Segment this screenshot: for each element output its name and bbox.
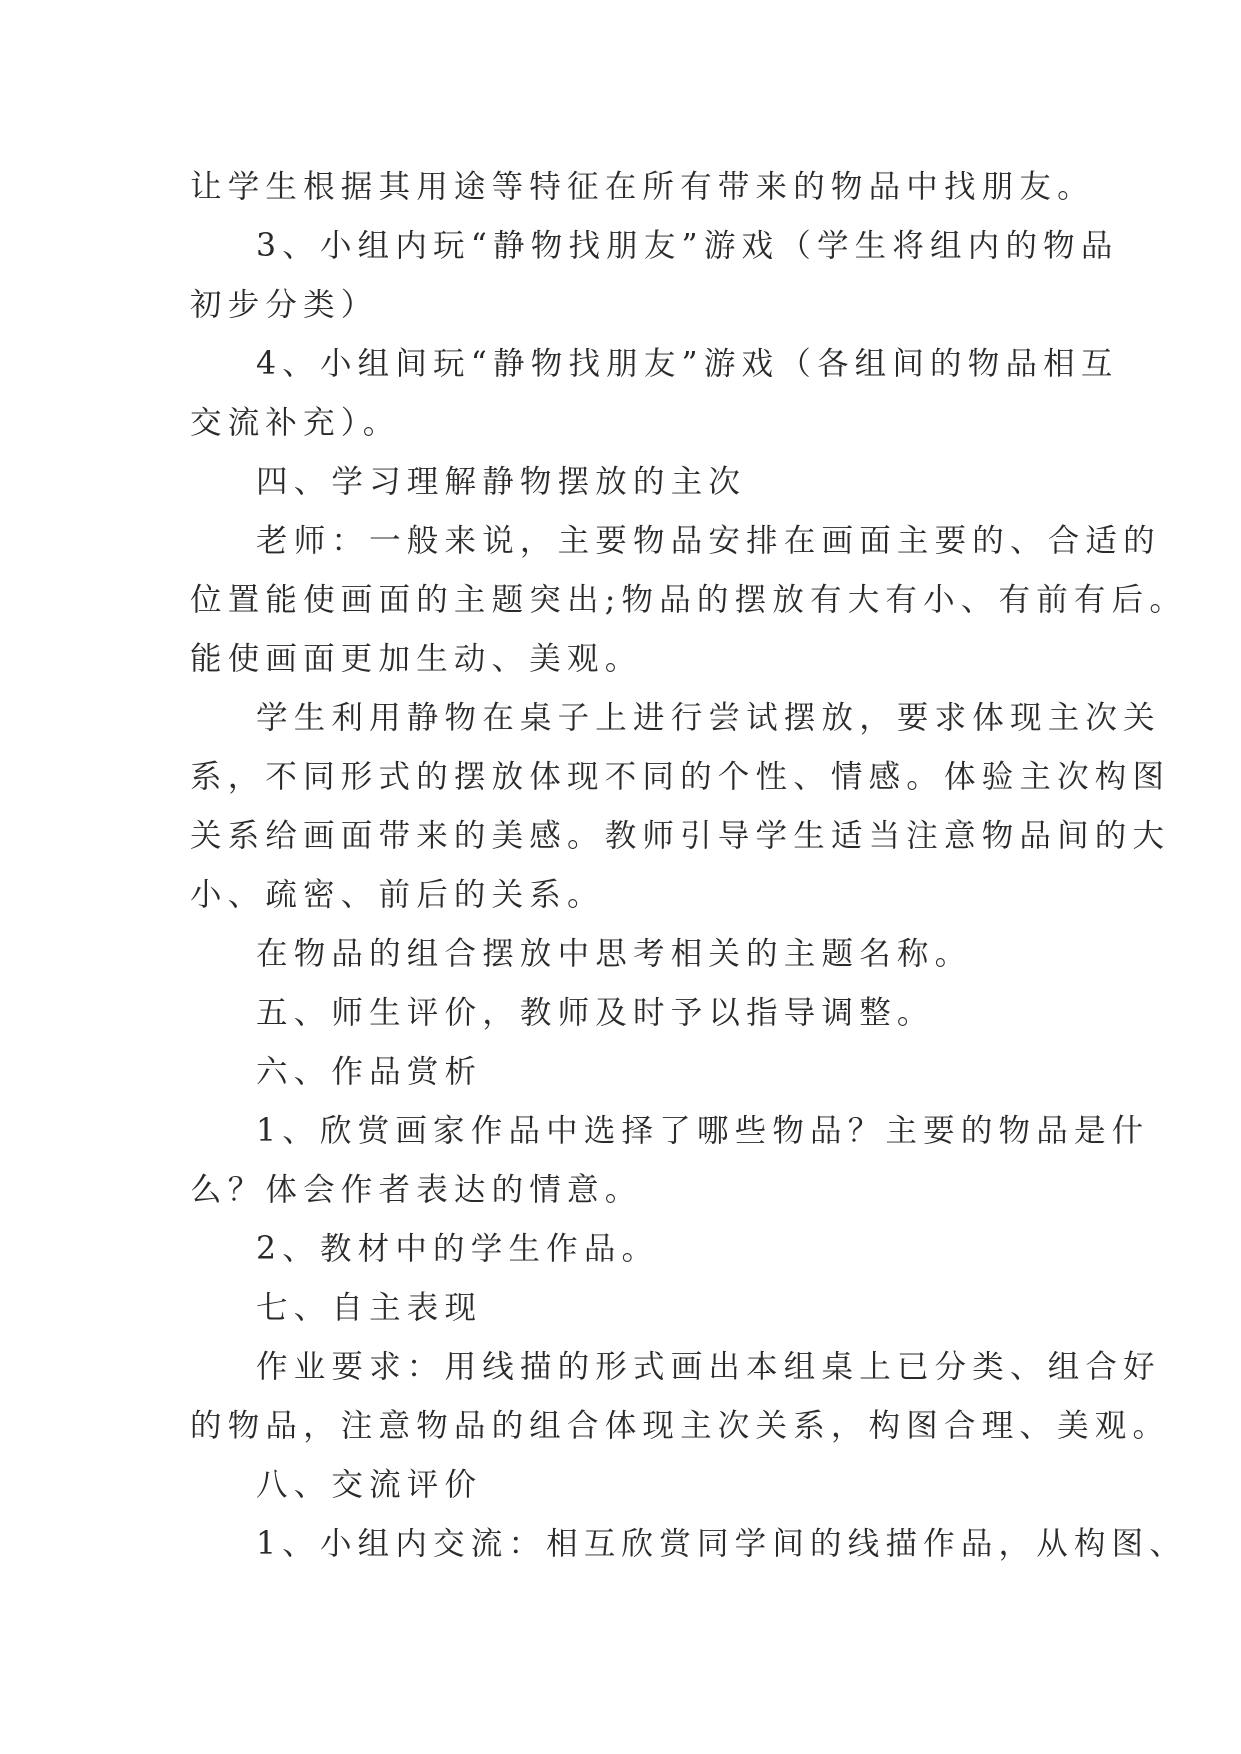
paragraph-line: 1、欣赏画家作品中选择了哪些物品？主要的物品是什 [256, 1113, 1150, 1149]
paragraph-line: 作业要求：用线描的形式画出本组桌上已分类、组合好 [256, 1349, 1161, 1385]
section-heading: 八、交流评价 [256, 1467, 483, 1503]
section-heading: 七、自主表现 [256, 1290, 483, 1326]
paragraph-line: 4、小组间玩“静物找朋友”游戏（各组间的物品相互 [256, 346, 1119, 382]
text-line: 系，不同形式的摆放体现不同的个性、情感。体验主次构图 [190, 759, 1171, 795]
document-body [190, 158, 1188, 1574]
paragraph-line: 3、小组内玩“静物找朋友”游戏（学生将组内的物品 [256, 228, 1119, 264]
section-heading: 六、作品赏析 [256, 1054, 483, 1090]
text-line: 初步分类） [190, 287, 379, 323]
section-heading: 五、师生评价，教师及时予以指导调整。 [256, 995, 935, 1031]
paragraph-line: 老师：一般来说，主要物品安排在画面主要的、合适的 [256, 523, 1161, 559]
text-line: 关系给画面带来的美感。教师引导学生适当注意物品间的大 [190, 818, 1171, 854]
text-line: 交流补充）。 [190, 405, 401, 441]
text-line: 能使画面更加生动、美观。 [190, 641, 643, 677]
paragraph-line: 2、教材中的学生作品。 [256, 1231, 660, 1267]
section-heading: 四、学习理解静物摆放的主次 [256, 464, 747, 500]
text-line: 小、疏密、前后的关系。 [190, 877, 605, 913]
text-line: 么？体会作者表达的情意。 [190, 1172, 643, 1208]
text-line: 让学生根据其用途等特征在所有带来的物品中找朋友。 [190, 169, 1095, 205]
paragraph-line: 1、小组内交流：相互欣赏同学间的线描作品，从构图、 [256, 1526, 1188, 1562]
text-line: 位置能使画面的主题突出;物品的摆放有大有小、有前有后。 [190, 582, 1188, 618]
text-line: 的物品，注意物品的组合体现主次关系，构图合理、美观。 [190, 1408, 1171, 1444]
paragraph-line: 在物品的组合摆放中思考相关的主题名称。 [256, 936, 973, 972]
paragraph-line: 学生利用静物在桌子上进行尝试摆放，要求体现主次关 [256, 700, 1161, 736]
